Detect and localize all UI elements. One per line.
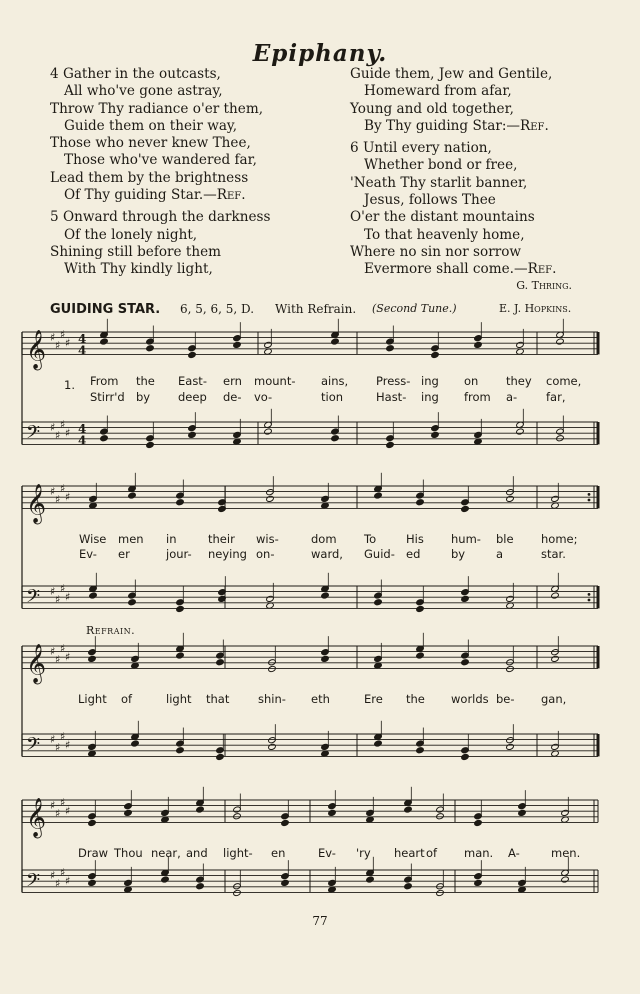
lyric-syllable: deep xyxy=(178,390,207,404)
key-sharp: ♯ xyxy=(50,644,56,658)
lyric-syllable: their xyxy=(208,532,235,546)
lyric-syllable: Thou xyxy=(114,846,143,860)
lyric-syllable: 'ry xyxy=(356,846,371,860)
lyric-syllable: Draw xyxy=(78,846,109,860)
key-sharp: ♯ xyxy=(55,593,61,607)
lyric-syllable: ing xyxy=(421,390,439,404)
lyric-syllable: His xyxy=(406,532,424,546)
key-sharp: ♯ xyxy=(60,418,66,431)
lyric-syllable: ed xyxy=(406,547,421,561)
repeat-dot xyxy=(588,493,591,496)
notehead xyxy=(188,431,196,438)
key-sharp: ♯ xyxy=(50,732,56,746)
lyric-syllable: on xyxy=(464,374,479,388)
notehead xyxy=(266,495,274,502)
lyric-syllable: and xyxy=(186,846,208,860)
lyric-syllable: A- xyxy=(508,846,520,860)
lyric-syllable: wis- xyxy=(256,532,279,546)
notehead xyxy=(281,879,289,886)
refrain-label: Refrain. xyxy=(86,624,136,637)
lyric-syllable: light- xyxy=(223,846,253,860)
lyric-syllable: shin- xyxy=(258,692,286,706)
notehead xyxy=(331,435,339,442)
verse-line-text: Jesus, follows Thee xyxy=(364,192,496,209)
verse-line-text: Evermore shall come.— xyxy=(364,261,528,278)
key-sharp: ♯ xyxy=(60,866,66,879)
notehead xyxy=(506,665,514,672)
verse-line-text: Homeward from afar, xyxy=(364,83,512,100)
key-sharp: ♯ xyxy=(55,877,61,891)
lyric-syllable: that xyxy=(206,692,230,706)
lyric-syllable: Light xyxy=(78,692,107,706)
notehead xyxy=(124,809,132,816)
page-number: 77 xyxy=(312,914,328,928)
key-sharp: ♯ xyxy=(50,584,56,598)
verse-line-text: Of the lonely night, xyxy=(64,226,198,243)
tune-meter: 6, 5, 6, 5, D. xyxy=(180,302,255,316)
time-signature-bottom: 4 xyxy=(78,343,87,358)
verse-line-text: All who've gone astray, xyxy=(64,83,223,100)
notehead xyxy=(474,819,482,826)
notehead xyxy=(416,747,424,754)
lyric-syllable: ains, xyxy=(321,374,349,388)
notehead xyxy=(431,351,439,358)
key-sharp: ♯ xyxy=(50,484,56,498)
notehead xyxy=(88,879,96,886)
lyric-syllable: de- xyxy=(223,390,242,404)
key-sharp: ♯ xyxy=(65,874,71,888)
verse-line-text: Those who never knew Thee, xyxy=(50,135,251,152)
verse-line-text: With Thy kindly light, xyxy=(64,261,213,278)
notehead xyxy=(176,747,184,754)
notehead xyxy=(218,505,226,512)
tune-refrain-note: With Refrain. xyxy=(275,302,357,316)
notehead xyxy=(374,599,382,606)
notehead xyxy=(281,819,289,826)
key-sharp: ♯ xyxy=(65,738,71,752)
verse-line-text: By Thy guiding Star:— xyxy=(364,117,520,134)
notehead xyxy=(404,806,412,813)
hymn-title: Epiphany. xyxy=(252,40,388,67)
lyric-syllable: ern xyxy=(223,374,242,388)
lyric-syllable: light xyxy=(166,692,192,706)
lyric-syllable: on- xyxy=(256,547,275,561)
key-sharp: ♯ xyxy=(50,330,56,344)
clef-symbol: 𝄢 xyxy=(26,586,41,612)
notehead xyxy=(516,428,524,435)
key-sharp: ♯ xyxy=(60,642,66,655)
lyric-syllable: gan, xyxy=(541,692,567,706)
lyric-syllable: far, xyxy=(546,390,566,404)
lyric-syllable: men. xyxy=(551,846,581,860)
lyric-syllable: eth xyxy=(311,692,330,706)
notehead xyxy=(216,659,224,666)
key-sharp: ♯ xyxy=(65,426,71,440)
verse-line-text: Guide them on their way, xyxy=(64,117,238,134)
notehead xyxy=(404,883,412,890)
lyric-syllable: tion xyxy=(321,390,344,404)
lyric-syllable: by xyxy=(451,547,466,561)
notehead xyxy=(146,441,154,448)
notehead xyxy=(176,605,184,612)
repeat-dot xyxy=(588,599,591,602)
lyric-syllable: a- xyxy=(506,390,518,404)
lyric-syllable: star. xyxy=(541,547,566,561)
key-sharp: ♯ xyxy=(60,482,66,495)
notehead xyxy=(436,813,444,820)
lyric-syllable: worlds xyxy=(451,692,489,706)
notehead xyxy=(233,341,241,348)
lyric-syllable: men xyxy=(118,532,144,546)
notehead xyxy=(89,592,97,599)
time-signature-top: 4 xyxy=(78,422,87,437)
clef-symbol: 𝄢 xyxy=(26,870,41,896)
lyric-syllable: the xyxy=(136,374,155,388)
verse-number: 1. xyxy=(64,378,75,392)
lyric-syllable: From xyxy=(90,374,119,388)
lyric-syllable: ward, xyxy=(311,547,343,561)
clef-symbol: 𝄞 xyxy=(26,329,47,370)
notehead xyxy=(88,819,96,826)
lyric-syllable: from xyxy=(464,390,491,404)
lyric-syllable: near, xyxy=(151,846,181,860)
notehead xyxy=(461,595,469,602)
notehead xyxy=(131,740,139,747)
verse-line-text: 5 Onward through the darkness xyxy=(50,209,271,226)
key-sharp: ♯ xyxy=(60,796,66,809)
clef-symbol: 𝄞 xyxy=(26,643,47,684)
lyric-syllable: vo- xyxy=(254,390,273,404)
verse-line-text: Whether bond or free, xyxy=(364,157,518,174)
notehead xyxy=(506,743,514,750)
notehead xyxy=(233,813,241,820)
key-sharp: ♯ xyxy=(55,339,61,353)
lyric-syllable: of xyxy=(121,692,133,706)
verse-line-text: 4 Gather in the outcasts, xyxy=(50,66,221,82)
refrain-abbrev: Ref. xyxy=(527,261,557,278)
refrain-abbrev: Ref. xyxy=(520,117,549,134)
verse-line-text: Guide them, Jew and Gentile, xyxy=(350,66,553,82)
verse-line-text: 6 Until every nation, xyxy=(350,140,492,157)
notehead xyxy=(561,876,569,883)
lyric-syllable: mount- xyxy=(254,374,296,388)
key-sharp: ♯ xyxy=(65,650,71,664)
lyric-syllable: Guid- xyxy=(364,547,395,561)
notehead xyxy=(374,492,382,499)
notehead xyxy=(386,441,394,448)
refrain-abbrev: Ref. xyxy=(216,187,246,204)
notehead xyxy=(321,655,329,662)
notehead xyxy=(416,605,424,612)
key-sharp: ♯ xyxy=(55,653,61,667)
notehead xyxy=(264,428,272,435)
verse-line-text: Throw Thy radiance o'er them, xyxy=(50,100,264,117)
key-sharp: ♯ xyxy=(50,798,56,812)
notehead xyxy=(100,338,108,345)
key-sharp: ♯ xyxy=(60,582,66,595)
notehead xyxy=(551,592,559,599)
lyric-syllable: neying xyxy=(208,547,247,561)
tune-composer: E. J. Hopkins. xyxy=(499,302,572,315)
key-sharp: ♯ xyxy=(65,490,71,504)
key-sharp: ♯ xyxy=(65,590,71,604)
lyric-syllable: in xyxy=(166,532,177,546)
repeat-dot xyxy=(588,499,591,502)
notehead xyxy=(431,431,439,438)
time-signature-bottom: 4 xyxy=(78,433,87,448)
key-sharp: ♯ xyxy=(50,420,56,434)
notehead xyxy=(506,495,514,502)
notehead xyxy=(176,652,184,659)
lyric-syllable: Ere xyxy=(364,692,383,706)
notehead xyxy=(416,499,424,506)
verse-line-text: Lead them by the brightness xyxy=(50,169,249,186)
lyric-syllable: Ev- xyxy=(79,547,97,561)
lyric-syllable: jour- xyxy=(166,547,192,561)
key-sharp: ♯ xyxy=(65,804,71,818)
notehead xyxy=(146,345,154,352)
lyric-syllable: man. xyxy=(464,846,494,860)
notehead xyxy=(268,665,276,672)
lyric-syllable: ble xyxy=(496,532,514,546)
notehead xyxy=(386,345,394,352)
key-sharp: ♯ xyxy=(55,741,61,755)
notehead xyxy=(268,743,276,750)
lyric-syllable: Stirr'd xyxy=(90,390,125,404)
key-sharp: ♯ xyxy=(50,868,56,882)
notehead xyxy=(366,876,374,883)
key-sharp: ♯ xyxy=(55,429,61,443)
notehead xyxy=(331,338,339,345)
key-sharp: ♯ xyxy=(55,493,61,507)
lyric-syllable: To xyxy=(364,532,377,546)
notehead xyxy=(88,655,96,662)
clef-symbol: 𝄞 xyxy=(26,797,47,838)
lyric-syllable: Hast- xyxy=(376,390,407,404)
notehead xyxy=(128,599,136,606)
key-sharp: ♯ xyxy=(65,336,71,350)
notehead xyxy=(233,889,241,896)
notehead xyxy=(436,889,444,896)
lyric-syllable: en xyxy=(271,846,286,860)
tune-second-tune: (Second Tune.) xyxy=(372,302,457,315)
verse-line-text: O'er the distant mountains xyxy=(350,209,535,226)
lyric-syllable: Press- xyxy=(376,374,411,388)
notehead xyxy=(461,659,469,666)
notehead xyxy=(176,499,184,506)
notehead xyxy=(518,809,526,816)
lyric-syllable: hum- xyxy=(451,532,481,546)
clef-symbol: 𝄞 xyxy=(26,483,47,524)
notehead xyxy=(321,592,329,599)
notehead xyxy=(551,655,559,662)
lyric-syllable: come, xyxy=(546,374,582,388)
lyric-syllable: ing xyxy=(421,374,439,388)
notehead xyxy=(461,505,469,512)
clef-symbol: 𝄢 xyxy=(26,734,41,760)
lyric-syllable: dom xyxy=(311,532,337,546)
verse-line-text: 'Neath Thy starlit banner, xyxy=(350,174,528,191)
lyric-syllable: be- xyxy=(496,692,515,706)
lyric-syllable: Wise xyxy=(79,532,107,546)
lyric-syllable: the xyxy=(406,692,425,706)
verse-line-text: Shining still before them xyxy=(50,243,222,260)
verse-line-text: Young and old together, xyxy=(350,100,514,117)
verse-line-text: Those who've wandered far, xyxy=(64,152,257,169)
notehead xyxy=(100,435,108,442)
notehead xyxy=(216,753,224,760)
notehead xyxy=(556,435,564,442)
lyric-syllable: by xyxy=(136,390,151,404)
lyric-syllable: er xyxy=(118,547,130,561)
notehead xyxy=(416,652,424,659)
verse-line-text: Where no sin nor sorrow xyxy=(350,243,522,260)
notehead xyxy=(474,341,482,348)
clef-symbol: 𝄢 xyxy=(26,422,41,448)
key-sharp: ♯ xyxy=(60,328,66,341)
notehead xyxy=(461,753,469,760)
notehead xyxy=(188,351,196,358)
key-sharp: ♯ xyxy=(55,807,61,821)
lyric-syllable: home; xyxy=(541,532,578,546)
lyric-syllable: they xyxy=(506,374,532,388)
notehead xyxy=(474,879,482,886)
lyric-syllable: heart xyxy=(394,846,425,860)
notehead xyxy=(328,809,336,816)
repeat-dot xyxy=(588,593,591,596)
notehead xyxy=(556,338,564,345)
notehead xyxy=(196,883,204,890)
notehead xyxy=(196,806,204,813)
tune-name: GUIDING STAR. xyxy=(50,302,161,317)
verse-line-text: To that heavenly home, xyxy=(364,226,525,243)
lyric-syllable: a xyxy=(496,547,504,561)
notehead xyxy=(161,876,169,883)
time-signature-top: 4 xyxy=(78,332,87,347)
lyric-syllable: East- xyxy=(178,374,207,388)
verse-line-text: Of Thy guiding Star.— xyxy=(64,187,217,204)
key-sharp: ♯ xyxy=(60,730,66,743)
lyric-syllable: of xyxy=(426,846,438,860)
lyric-syllable: Ev- xyxy=(318,846,336,860)
author-credit: G. Thring. xyxy=(516,279,572,292)
notehead xyxy=(128,492,136,499)
notehead xyxy=(374,740,382,747)
